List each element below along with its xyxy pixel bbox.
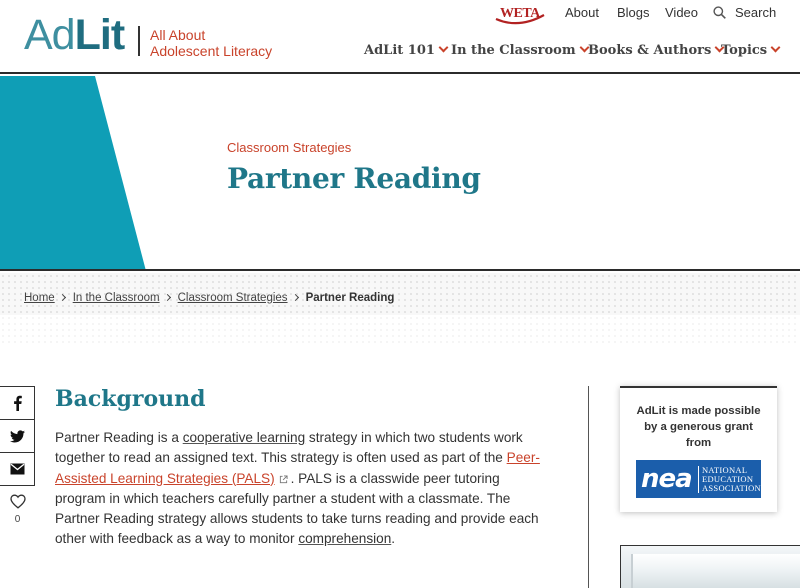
weta-logo[interactable] [492, 3, 546, 25]
nea-logo-mark: nea [641, 464, 692, 494]
sidebar-image-content [631, 554, 800, 588]
nav-topics[interactable] [721, 43, 779, 58]
site-tagline [150, 27, 272, 59]
chevron-right-icon [292, 294, 299, 301]
nea-logo[interactable] [636, 460, 761, 498]
nav-adlit-101[interactable] [364, 43, 447, 58]
hero-eyebrow[interactable]: Classroom Strategies [227, 140, 352, 155]
twitter-icon [10, 430, 25, 443]
nav-books-authors-label: Books & Authors [588, 43, 712, 58]
breadcrumb-classroom-strategies[interactable]: Classroom Strategies [177, 292, 288, 304]
pals-external-link[interactable]: Peer-Assisted Learning Strategies (PALS) [55, 450, 540, 486]
nea-line2: EDUCATION [701, 473, 754, 484]
video-link[interactable]: Video [665, 5, 699, 20]
facebook-icon [10, 395, 24, 411]
logo-ad: Ad [24, 11, 75, 59]
external-link-icon [279, 475, 288, 484]
breadcrumb-band [0, 273, 800, 315]
sponsor-text: AdLit is made possible by a generous grant from [636, 405, 761, 449]
share-rail [0, 386, 35, 486]
about-link[interactable]: About [565, 5, 599, 20]
breadcrumb-home[interactable]: Home [24, 292, 55, 304]
sponsor-card [620, 386, 777, 512]
article-paragraph [55, 428, 550, 550]
hero-accent-shape [0, 76, 160, 271]
search-icon[interactable] [713, 6, 726, 19]
content-divider [588, 386, 589, 588]
adlit-logo[interactable] [24, 11, 125, 59]
paragraph-text: . [391, 531, 396, 547]
nea-line3: ASSOCIATION [701, 482, 761, 493]
page-hero [0, 76, 800, 271]
paragraph-text: . PALS is a classwide peer tutoring program in which teachers carefully partner a student with a classmate. The Partner Reading strategy allows students to take turns reading and provide each other with feedback as a way to monitor [55, 470, 539, 547]
nav-in-the-classroom[interactable] [451, 43, 588, 58]
like-count: 0 [14, 514, 21, 525]
breadcrumb-in-the-classroom[interactable]: In the Classroom [72, 292, 160, 304]
tagline-line2: Adolescent Literacy [150, 43, 273, 59]
dotted-texture [0, 315, 800, 345]
envelope-icon [10, 463, 25, 475]
heart-icon [10, 494, 26, 509]
chevron-right-icon [59, 294, 66, 301]
logo-divider [138, 26, 140, 56]
paragraph-text: strategy in which two students work together to read an assigned text. This strategy is often used as part of the [55, 430, 523, 466]
paragraph-text: Partner Reading is a [55, 430, 183, 445]
blogs-link[interactable]: Blogs [617, 5, 650, 20]
section-title-background: Background [55, 386, 206, 412]
like-button[interactable] [0, 494, 35, 525]
email-share-button[interactable] [0, 452, 35, 486]
chevron-down-icon [771, 43, 781, 53]
nav-books-authors[interactable] [588, 43, 723, 58]
chevron-down-icon [438, 43, 448, 53]
nav-in-the-classroom-label: In the Classroom [451, 43, 576, 58]
nav-topics-label: Topics [721, 43, 768, 58]
logo-lit: Lit [74, 11, 125, 59]
search-link[interactable]: Search [735, 5, 777, 20]
nea-line1: NATIONAL [701, 464, 748, 475]
site-header [0, 0, 800, 74]
breadcrumb-current: Partner Reading [305, 292, 395, 304]
twitter-share-button[interactable] [0, 419, 35, 453]
sidebar-image[interactable] [620, 545, 800, 588]
nea-logo-words [698, 466, 761, 493]
tagline-line1: All About [150, 27, 206, 43]
nav-adlit-101-label: AdLit 101 [364, 43, 435, 58]
chevron-right-icon [164, 294, 171, 301]
comprehension-link[interactable]: comprehension [298, 531, 392, 547]
page-title: Partner Reading [227, 162, 481, 195]
facebook-share-button[interactable] [0, 386, 35, 420]
cooperative-learning-link[interactable]: cooperative learning [182, 430, 306, 445]
weta-logo-text: WETA [500, 6, 540, 21]
breadcrumb [24, 292, 394, 304]
